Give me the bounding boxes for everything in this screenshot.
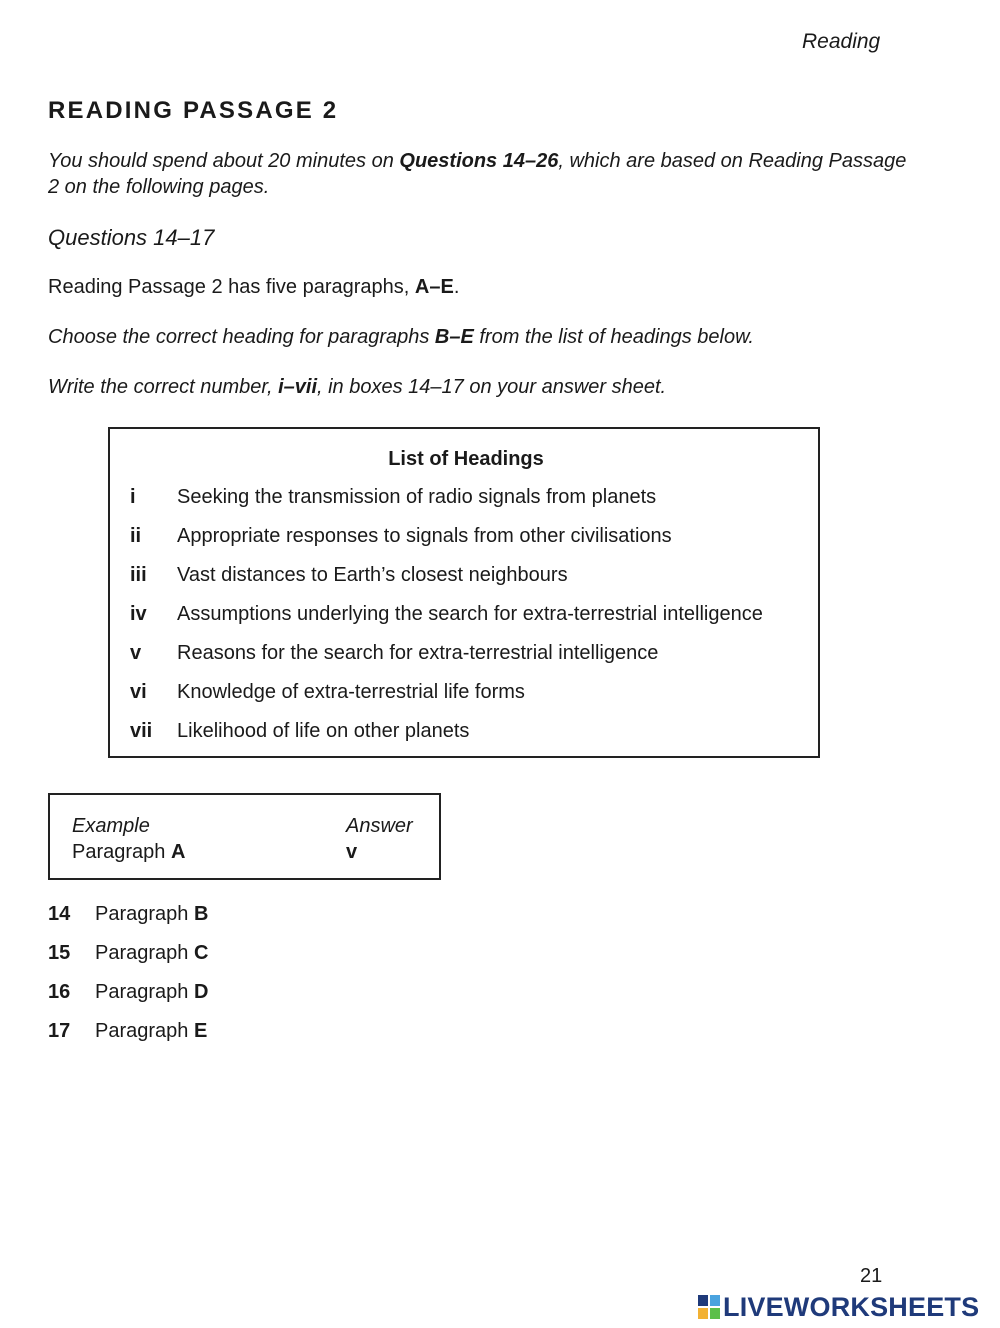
question-text: Paragraph E xyxy=(95,1020,208,1042)
heading-text: Vast distances to Earth’s closest neighbours xyxy=(177,564,568,586)
heading-number: ii xyxy=(130,525,142,547)
question-range: Questions 14–17 xyxy=(48,225,215,250)
answer-label: Answer xyxy=(346,815,413,837)
heading-number: vi xyxy=(130,681,147,703)
heading-text: Knowledge of extra-terrestrial life forms xyxy=(177,681,525,703)
question-text: Paragraph B xyxy=(95,903,209,925)
question-number: 16 xyxy=(48,981,71,1003)
page-number: 21 xyxy=(860,1265,883,1287)
watermark-text: LIVEWORKSHEETS xyxy=(723,1291,980,1322)
example-paragraph: Paragraph A xyxy=(72,841,186,863)
example-box xyxy=(48,793,441,880)
heading-text: Assumptions underlying the search for extra-terrestrial intelligence xyxy=(177,603,763,625)
instruction-choose: Choose the correct heading for paragraphs B–E from the list of headings below. xyxy=(48,326,754,348)
page-title: READING PASSAGE 2 xyxy=(48,97,339,124)
question-text: Paragraph C xyxy=(95,942,209,964)
heading-text: Reasons for the search for extra-terrestrial intelligence xyxy=(177,642,659,664)
heading-number: v xyxy=(130,642,142,664)
question-text: Paragraph D xyxy=(95,981,209,1003)
running-head: Reading xyxy=(802,30,881,53)
question-number: 17 xyxy=(48,1020,71,1042)
heading-text: Seeking the transmission of radio signals from planets xyxy=(177,486,657,508)
question-number: 14 xyxy=(48,903,71,925)
instruction-write: Write the correct number, i–vii, in boxes 14–17 on your answer sheet. xyxy=(48,376,667,398)
heading-number: vii xyxy=(130,720,153,742)
intro-text: You should spend about 20 minutes on Questions 14–26, which are based on Reading Passage 2 on the following pages. xyxy=(48,150,907,198)
question-number: 15 xyxy=(48,942,71,964)
heading-number: iii xyxy=(130,564,147,586)
heading-text: Appropriate responses to signals from other civilisations xyxy=(177,525,672,547)
liveworksheets-logo xyxy=(698,1292,979,1322)
list-of-headings-box xyxy=(108,427,820,758)
headings-title: List of Headings xyxy=(388,448,544,470)
heading-number: iv xyxy=(130,603,147,625)
instruction-paragraphs: Reading Passage 2 has five paragraphs, A–E. xyxy=(48,276,460,298)
example-answer: v xyxy=(346,841,358,863)
example-label: Example xyxy=(72,815,150,837)
heading-number: i xyxy=(130,486,136,508)
heading-text: Likelihood of life on other planets xyxy=(177,720,470,742)
liveworksheets-logo-icon xyxy=(698,1295,720,1319)
